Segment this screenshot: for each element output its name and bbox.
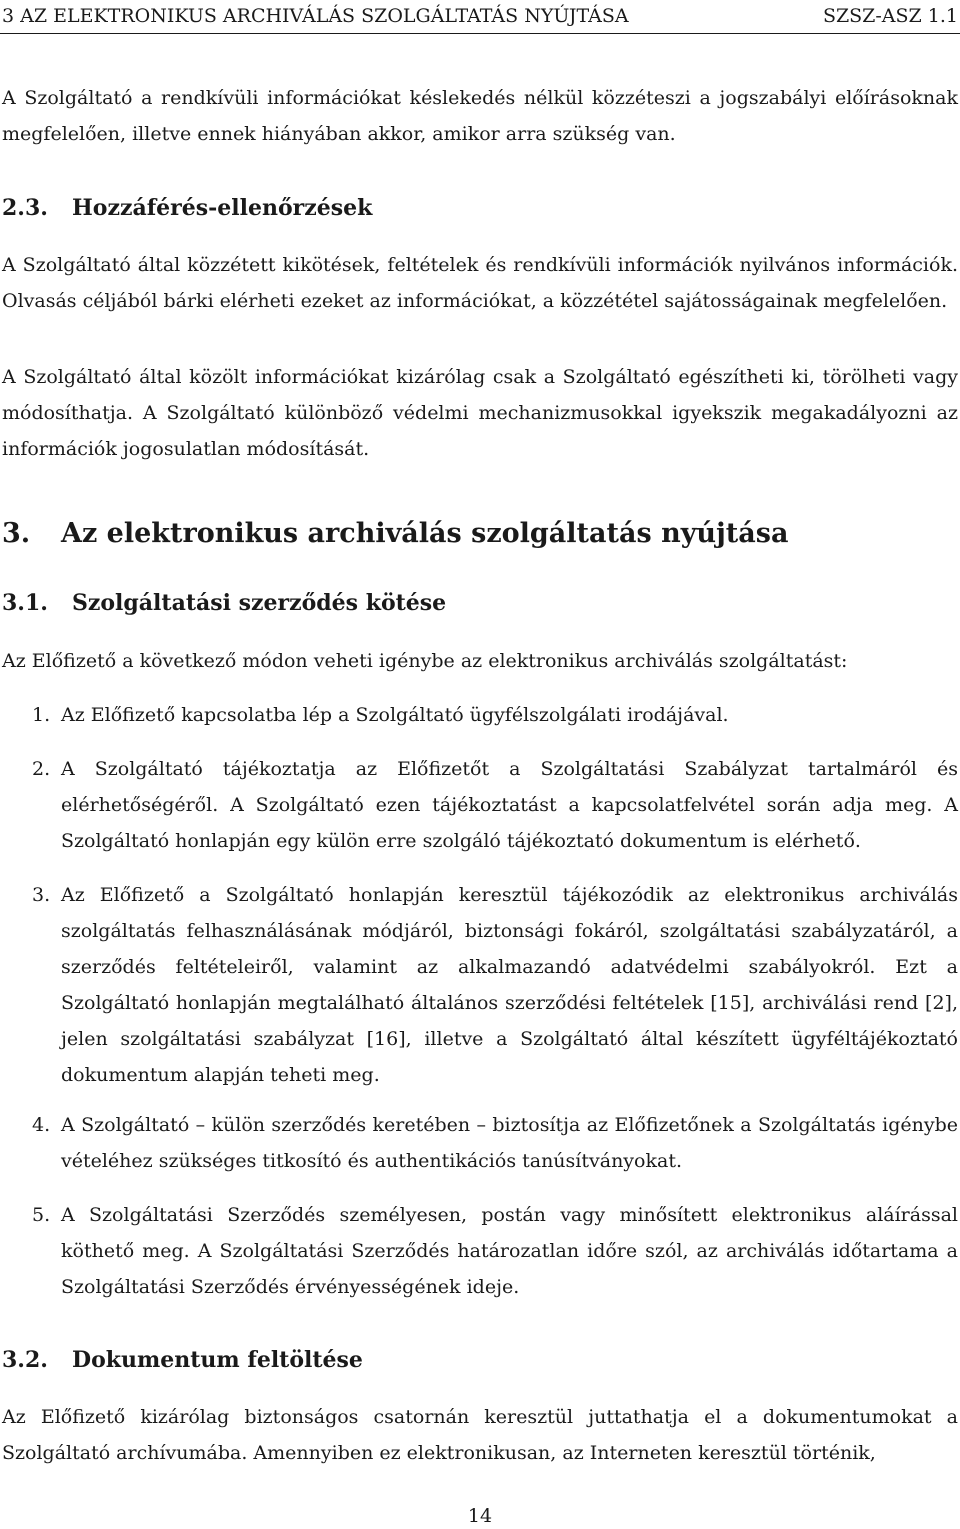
running-header (2, 3, 958, 33)
intro-paragraph: A Szolgáltató a rendkívüli információkat késlekedés nélkül közzéteszi a jogszabályi előírásoknak megfelelően, illetve ennek hiányában akkor, amikor arra szükség van. (2, 87, 958, 145)
list-item-marker: 5. (32, 1204, 51, 1226)
section-3-number: 3. (2, 518, 31, 549)
section-2-3-paragraph-1: A Szolgáltató által közzétett kikötések, feltételek és rendkívüli információk nyilvános információk. Olvasás céljából bárki elérheti ezeket az információkat, a közzététel sajátosságainak megfelelően. (2, 254, 958, 312)
section-3-title: Az elektronikus archiválás szolgáltatás nyújtása (61, 518, 789, 549)
section-2-3-heading (2, 193, 958, 223)
section-3-heading (2, 516, 958, 552)
running-header-chapter: 3 AZ ELEKTRONIKUS ARCHIVÁLÁS SZOLGÁLTATÁS NYÚJTÁSA (2, 5, 629, 27)
section-3-1-title: Szolgáltatási szerződés kötése (72, 590, 447, 616)
section-3-2-paragraph: Az Előfizető kizárólag biztonságos csatornán keresztül juttathatja el a dokumentumokat a Szolgáltató archívumába. Amennyiben ez elektronikusan, az Interneten keresztül történik, (2, 1406, 958, 1464)
section-3-2-number: 3.2. (2, 1347, 48, 1373)
list-item-text: A Szolgáltató – külön szerződés keretében – biztosítja az Előfizetőnek a Szolgáltatás igénybe vételéhez szükséges titkosító és authentikációs tanúsítványokat. (61, 1114, 958, 1172)
page-number: 14 (467, 1505, 493, 1527)
section-3-1-heading (2, 588, 958, 618)
section-2-3-title: Hozzáférés-ellenőrzések (72, 195, 373, 221)
list-item-text: A Szolgáltató tájékoztatja az Előfizetőt a Szolgáltatási Szabályzat tartalmáról és elérhetőségéről. A Szolgáltató ezen tájékoztatást a kapcsolatfelvétel során adja meg. A Szolgáltató honlapján egy külön erre szolgáló tájékoztató dokumentum is elérhető. (61, 758, 958, 852)
section-3-1-intro: Az Előfizető a következő módon veheti igénybe az elektronikus archiválás szolgáltatást: (2, 650, 848, 672)
list-item-marker: 4. (32, 1114, 51, 1136)
section-3-2-heading (2, 1345, 958, 1375)
section-2-3-paragraph-2: A Szolgáltató által közölt információkat kizárólag csak a Szolgáltató egészítheti ki, törölheti vagy módosíthatja. A Szolgáltató különböző védelmi mechanizmusokkal igyekszik megakadályozni az információk jogosulatlan módosítását. (2, 366, 958, 460)
list-item-marker: 3. (32, 884, 51, 906)
running-header-doc-id: SZSZ-ASZ 1.1 (822, 5, 958, 27)
list-item-text: Az Előfizető a Szolgáltató honlapján keresztül tájékozódik az elektronikus archiválás szolgáltatás felhasználásának módjáról, biztonsági fokáról, szolgáltatási szabályzatáról, a szerződés feltételeiről, valamint az alkalmazandó adatvédelmi szabályokról. Ezt a Szolgáltató honlapján megtalálható általános szerződési feltételek [15], archiválási rend [2], jelen szolgáltatási szabályzat [16], illetve a Szolgáltató által készített ügyféltájékoztató dokumentum alapján teheti meg. (61, 884, 958, 1086)
section-3-2-title: Dokumentum feltöltése (72, 1347, 363, 1373)
header-rule (0, 33, 960, 34)
list-item-text: Az Előfizető kapcsolatba lép a Szolgáltató ügyfélszolgálati irodájával. (61, 704, 729, 726)
list-item-marker: 1. (32, 704, 51, 726)
list-item-text: A Szolgáltatási Szerződés személyesen, postán vagy minősített elektronikus aláírással köthető meg. A Szolgáltatási Szerződés határozatlan időre szól, az archiválás időtartama a Szolgáltatási Szerződés érvényességének ideje. (61, 1204, 958, 1298)
section-2-3-number: 2.3. (2, 195, 48, 221)
section-3-1-number: 3.1. (2, 590, 48, 616)
list-item-marker: 2. (32, 758, 51, 780)
